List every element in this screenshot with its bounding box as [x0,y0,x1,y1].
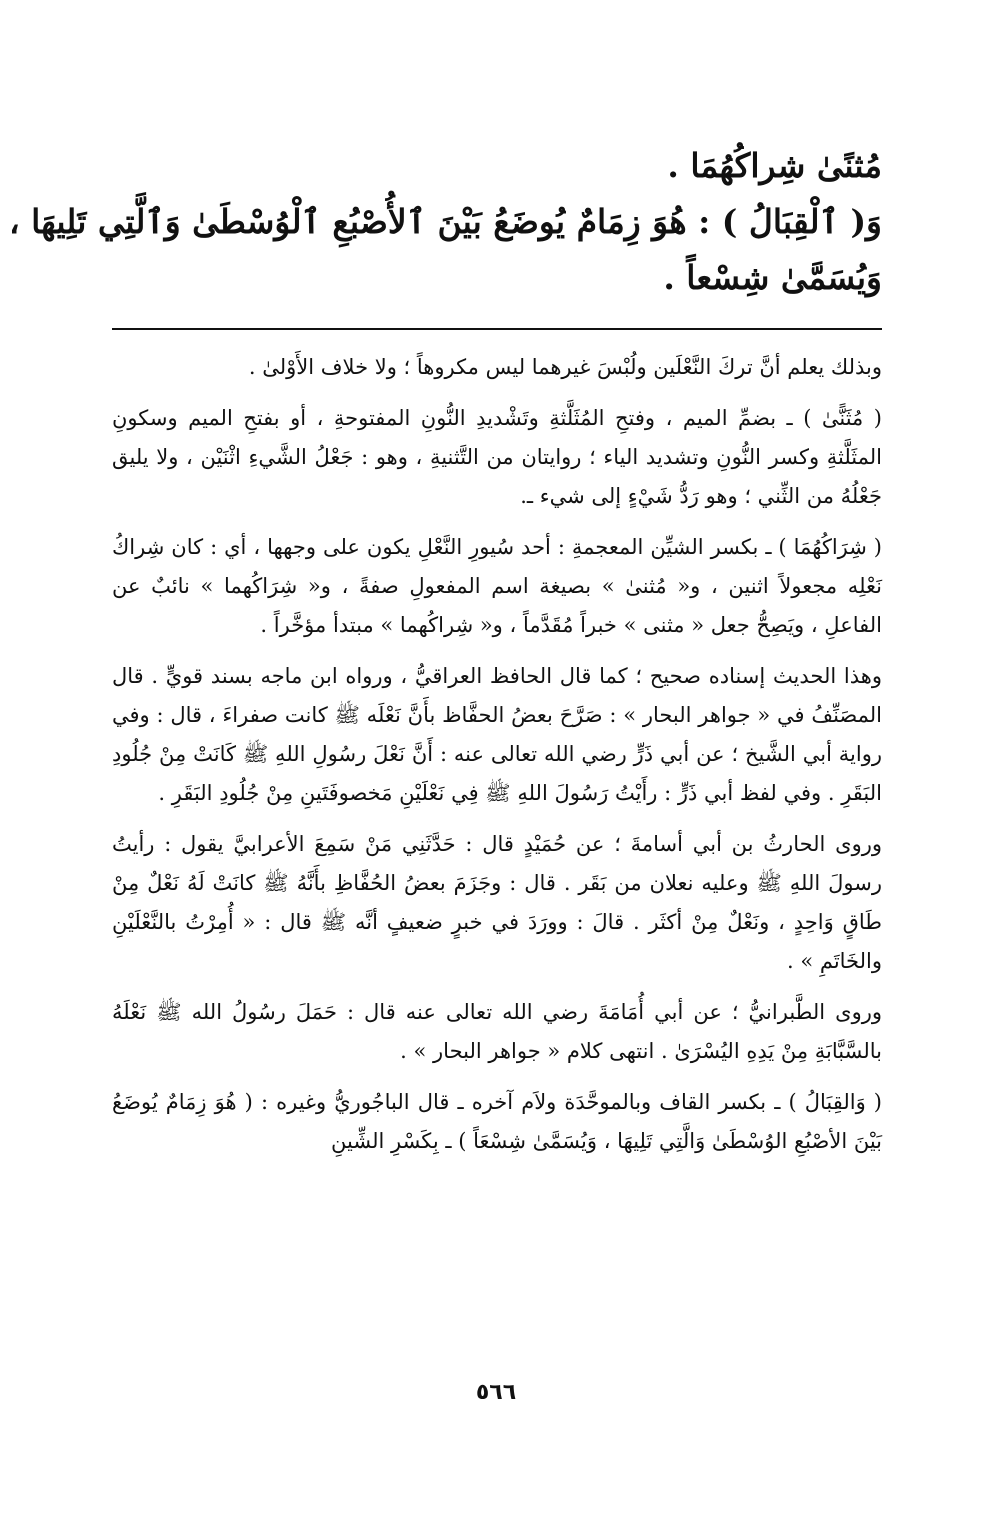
commentary-paragraph: وروى الطَّبرانيُّ ؛ عن أبي أُمَامَةَ رضي الله تعالى عنه قال : حَمَلَ رسُولُ الله ﷺ نَعْلَهُ بالسَّبَّابَةِ مِنْ يَدِهِ اليُسْرَىٰ . انتهى كلام « جواهر البحار » . [112,1000,882,1063]
commentary-paragraph: ( شِرَاكُهُمَا ) ـ بكسر الشيِّن المعجمةِ : أحد سُيورِ النَّعْلِ يكون على وجهها ، أي : كان شِراكُ نَعْلِه مجعولاً اثنين ، و« مُثنىٰ » بصيغة اسم المفعولِ صفةً ، و« شِرَاكُهما » نائبٌ عن الفاعلِ ، ويَصِحُّ جعل « مثنى » خبراً مُقَدَّماً ، و« شِراكُهما » مبتدأ مؤخَّراً . [112,535,882,637]
page [8,138,882,1173]
page-number: ٥٦٦ [475,1380,517,1405]
commentary-paragraph: وهذا الحديث إسناده صحيح ؛ كما قال الحافظ العراقيُّ ، ورواه ابن ماجه بسند قويٍّ . قال المصَنِّفُ في « جواهر البحار » : صَرَّحَ بعضُ الحفَّاظ بأَنَّ نَعْلَه ﷺ كانت صفراءَ ، قال : وفي رواية أبي الشَّيخ ؛ عن أبي ذَرٍّ رضي الله تعالى عنه : أَنَّ نَعْلَ رسُولِ اللهِ ﷺ كَانَتْ مِنْ جُلُودِ البَقَرِ . وفي لفظ أبي ذَرٍّ : رأَيْتُ رَسُولَ اللهِ ﷺ فِي نَعْلَيْنِ مَخصوفَتَينِ مِنْ جُلُودِ البَقَرِ . [112,664,882,805]
main-text [8,138,882,306]
commentary-paragraph: ( وَالقِبَالُ ) ـ بكسر القاف وبالموحَّدَة ولاَم آخره ـ قال الباجُوريُّ وغيره : ( هُوَ زِمَامٌ يُوضَعُ بَيْنَ الأصْبُعِ الوُسْطَىٰ وَالَّتِي تَلِيهَا ، وَيُسَمَّىٰ شِسْعَاً ) ـ بِكَسْرِ الشِّينِ [112,1090,882,1153]
main-text-line: وَ( ٱلْقِبَالُ ) : هُوَ زِمَامٌ يُوضَعُ بَيْنَ ٱلأُصْبُعِ ٱلْوُسْطَىٰ وَٱلَّتِي تَلِيهَا ، [8,202,882,241]
commentary-paragraph: وبذلك يعلم أنَّ تركَ النَّعْلَين ولُبْسَ غيرهما ليس مكروهاً ؛ ولا خلاف الأَوْلىٰ . [248,355,882,379]
commentary-paragraph: وروى الحارثُ بن أبي أسامةَ ؛ عن حُمَيْدٍ قال : حَدَّثَنِي مَنْ سَمِعَ الأعرابيَّ يقول : رأيتُ رسولَ اللهِ ﷺ وعليه نعلان من بَقَر . قال : وجَزَمَ بعضُ الحُفَّاظِ بأَنَّهُ ﷺ كانَتْ لَهُ نَعْلٌ مِنْ طَاقٍ وَاحِدٍ ، ونَعْلٌ مِنْ أكثَر . قالَ : وورَدَ في خبرٍ ضعيفٍ أنَّه ﷺ قال : « أُمِرْتُ بالنَّعْلَيْنِ والخَاتَمِ » . [112,832,882,973]
main-text-line: وَيُسَمَّىٰ شِسْعاً . [663,258,882,297]
commentary [112,348,882,1161]
commentary-paragraph: ( مُثَنًّىٰ ) ـ بضمِّ الميم ، وفتحِ المُثَلَّثةِ وتَشْديدِ النُّونِ المفتوحةِ ، أو بفتحِ الميم وسكونِ المثَلَّثةِ وكسر النُّونِ وتشديد الياء ؛ روايتان من التَّثنيةِ ، وهو : جَعْلُ الشَّيءِ اثْنَيْن ، ولا يليق جَعْلُهُ من الثِّني ؛ وهو رَدُّ شَيْءٍ إلى شيء ـ. [112,406,882,508]
main-text-line: مُثنًىٰ شِراكُهُمَا . [667,146,882,185]
footnote-separator [112,328,882,330]
